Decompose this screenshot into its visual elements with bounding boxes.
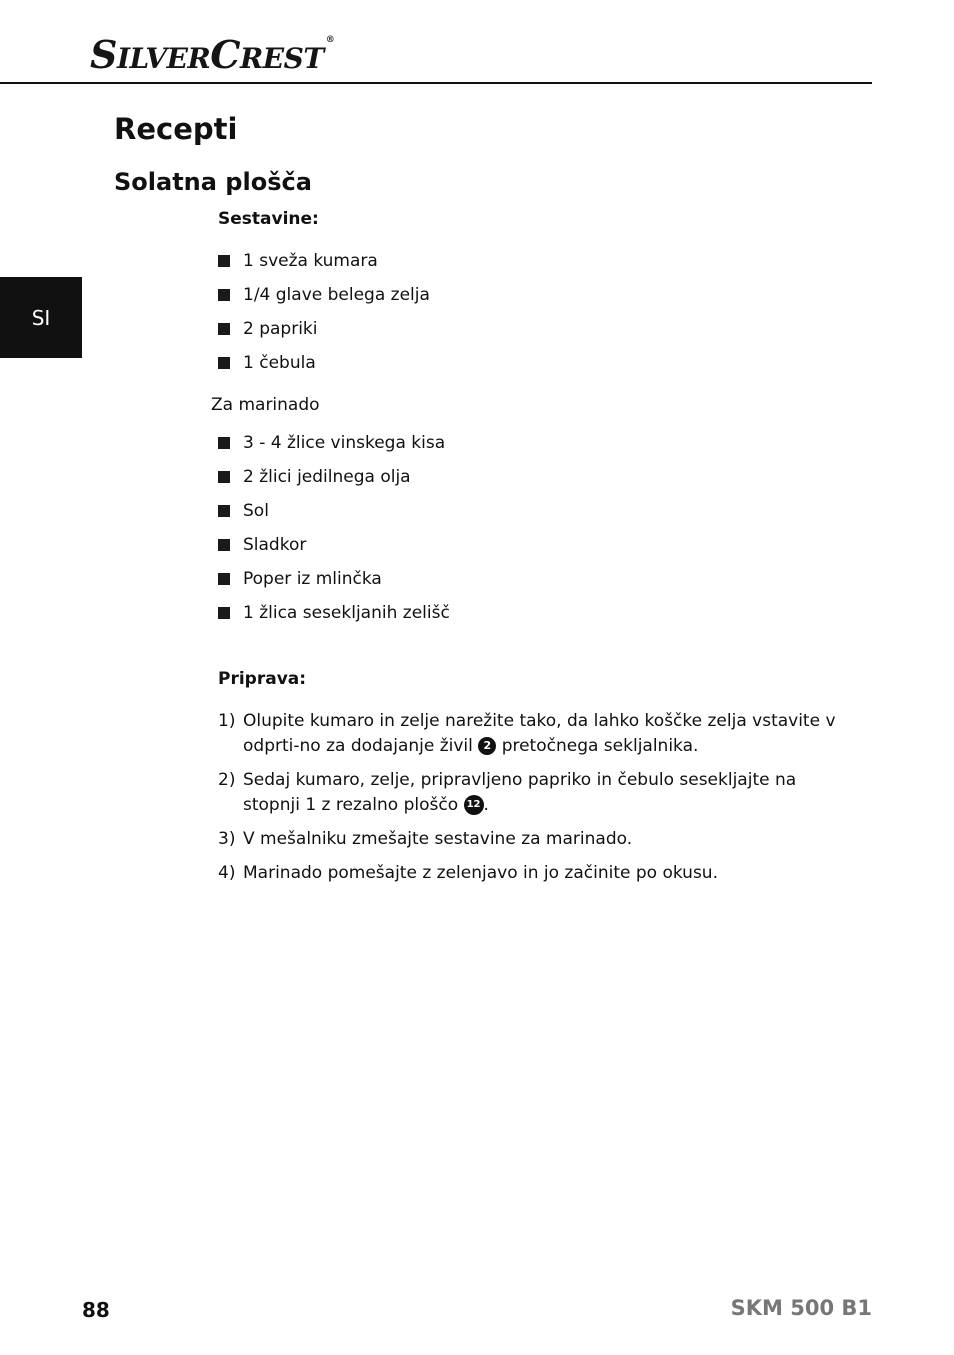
step-item: 2) Sedaj kumaro, zelje, pripravljeno papriko in čebulo sesekljajte na stopnji 1 z rezalno ploščo 12 .: [218, 770, 797, 815]
preparation-heading: Priprava:: [218, 669, 307, 689]
language-tab-label: SI: [31, 305, 51, 330]
bullet-square-icon: [218, 357, 230, 369]
step-item: 4) Marinado pomešajte z zelenjavo in jo začinite po okusu.: [218, 863, 718, 883]
list-item: 1/4 glave belega zelja: [218, 284, 430, 318]
logo-letter: S: [90, 32, 117, 77]
marinade-list: [218, 432, 450, 636]
bullet-square-icon: [218, 323, 230, 335]
step-item: 3) V mešalniku zmešajte sestavine za marinado.: [218, 829, 633, 849]
recipe-title: Solatna plošča: [114, 168, 312, 196]
marinade-heading: Za marinado: [211, 395, 320, 415]
ingredients-heading: Sestavine:: [218, 209, 319, 229]
bullet-square-icon: [218, 471, 230, 483]
page-number: 88: [82, 1298, 110, 1322]
registered-mark: ®: [325, 35, 335, 45]
part-ref-icon: 2: [478, 737, 496, 755]
logo-text: ILVER: [116, 42, 211, 75]
list-item: 1 sveža kumara: [218, 250, 430, 284]
list-item: 3 - 4 žlice vinskega kisa: [218, 432, 450, 466]
model-number: SKM 500 B1: [730, 1296, 872, 1320]
bullet-square-icon: [218, 437, 230, 449]
header-rule: [0, 82, 872, 84]
page-title: Recepti: [114, 112, 238, 146]
part-ref-icon: 12: [464, 795, 484, 815]
bullet-square-icon: [218, 289, 230, 301]
ingredients-list: [218, 250, 430, 386]
bullet-square-icon: [218, 255, 230, 267]
bullet-square-icon: [218, 505, 230, 517]
list-item: Poper iz mlinčka: [218, 568, 450, 602]
list-item: 1 čebula: [218, 352, 430, 386]
language-tab: [0, 277, 82, 358]
preparation-steps: [218, 709, 844, 895]
bullet-square-icon: [218, 539, 230, 551]
logo-text: REST: [240, 42, 324, 75]
bullet-square-icon: [218, 573, 230, 585]
bullet-square-icon: [218, 607, 230, 619]
brand-logo: [90, 32, 335, 77]
step-item: 1) Olupite kumaro in zelje narežite tako, da lahko koščke zelja vstavite v odprti-no za dodajanje živil 2 pretočnega sekljalnika.: [218, 711, 836, 756]
list-item: 2 papriki: [218, 318, 430, 352]
list-item: 1 žlica sesekljanih zelišč: [218, 602, 450, 636]
list-item: Sol: [218, 500, 450, 534]
logo-letter: C: [210, 32, 241, 77]
list-item: Sladkor: [218, 534, 450, 568]
list-item: 2 žlici jedilnega olja: [218, 466, 450, 500]
